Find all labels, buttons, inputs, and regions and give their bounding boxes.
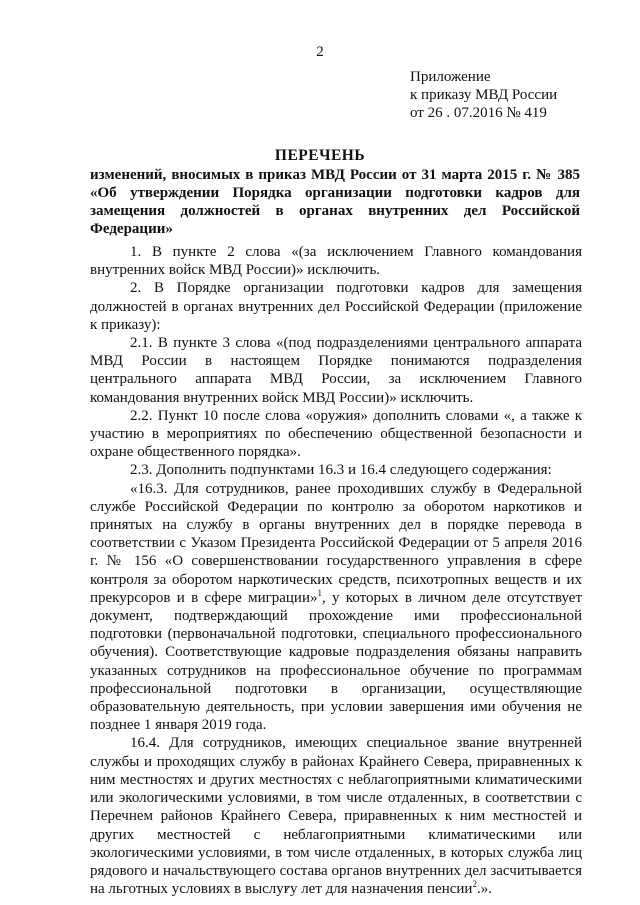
paragraph-16-3-text-cont: , у которых в личном деле отсутствует документ, подтверждающий прохождение ими профессиональной подготовки (первоначальной подготовки, специального профессионального обучения). Соответствующие кадровые подразделения обязаны направить указанных сотрудников на профессиональное обучение по программам профессиональной подготовки в организации, осуществляющие образовательную деятельность, при условии завершения ими обучения не позднее 1 января 2019 года. — [90, 589, 582, 734]
paragraph-2-3: 2.3. Дополнить подпунктами 16.3 и 16.4 следующего содержания: — [130, 462, 552, 479]
paragraph-16-4 — [90, 734, 582, 898]
appendix-title: Приложение — [410, 69, 491, 85]
footnote-ref-2: 2 — [472, 879, 477, 890]
ink-mark-icon — [284, 884, 292, 892]
paragraph-16-3-text: «16.3. Для сотрудников, ранее проходивших службу в Федеральной службе Российской Федерации по контролю за оборотом наркотиков и принятых на службу в органы внутренних дел в порядке перевода в соответствии с Указом Президента Российской Федерации от 5 апреля 2016 г. № 156 «О совершенствовании государственного управления в сфере контроля за оборотом наркотических средств, психотропных веществ и их прекурсоров и в сфере миграции» — [90, 480, 582, 606]
paragraph-2-2: 2.2. Пункт 10 после слова «оружия» дополнить словами «, а также к участию в мероприятиях по обеспечению общественной безопасности и охране общественного порядка». — [90, 407, 582, 461]
paragraph-16-4-text-cont: .». — [476, 881, 492, 898]
paragraph-2-1: 2.1. В пункте 3 слова «(под подразделениями центрального аппарата МВД России в настоящем Порядке понимаются подразделения центрального аппарата МВД России, за исключением Главного командования внутренних войск МВД России)» исключить. — [90, 335, 582, 406]
footnote-ref-1: 1 — [317, 587, 322, 598]
paragraph-1: 1. В пункте 2 слова «(за исключением Главного командования внутренних войск МВД России)» исключить. — [90, 244, 582, 279]
appendix-block — [410, 68, 620, 122]
paragraph-16-3 — [90, 480, 582, 735]
document-body — [90, 243, 582, 898]
paragraph-16-4-text: 16.4. Для сотрудников, имеющих специальное звание внутренней службы и проходящих службу в районах Крайнего Севера, приравненных к ним местностях и других местностях с неблагоприятными климатическими или экологическими условиями, в том числе отдаленных, в соответствии с Перечнем районов Крайнего Севера, приравненных к ним местностей и других местностей с неблагоприятными климатическими или экологическими условиями, в том числе отдаленных, в которых служба лиц рядового и начальствующего состава органов внутренних дел засчитывается на льготных условиях в выслугу лет для назначения пенсии — [90, 735, 582, 898]
document-heading: ПЕРЕЧЕНЬ — [274, 147, 366, 164]
document-subheading: изменений, вносимых в приказ МВД России от 31 марта 2015 г. № 385 «Об утверждении Порядка организации подготовки кадров для замещения должностей в органах внутренних дел Российской Федерации» — [90, 167, 580, 237]
appendix-order-date: от 26 . 07.2016 № 419 — [410, 105, 547, 121]
appendix-order-ref: к приказу МВД России — [410, 87, 558, 103]
paragraph-2: 2. В Порядке организации подготовки кадров для замещения должностей в органах внутренних дел Российской Федерации (приложение к приказу): — [90, 280, 582, 333]
page-number: 2 — [316, 44, 324, 60]
